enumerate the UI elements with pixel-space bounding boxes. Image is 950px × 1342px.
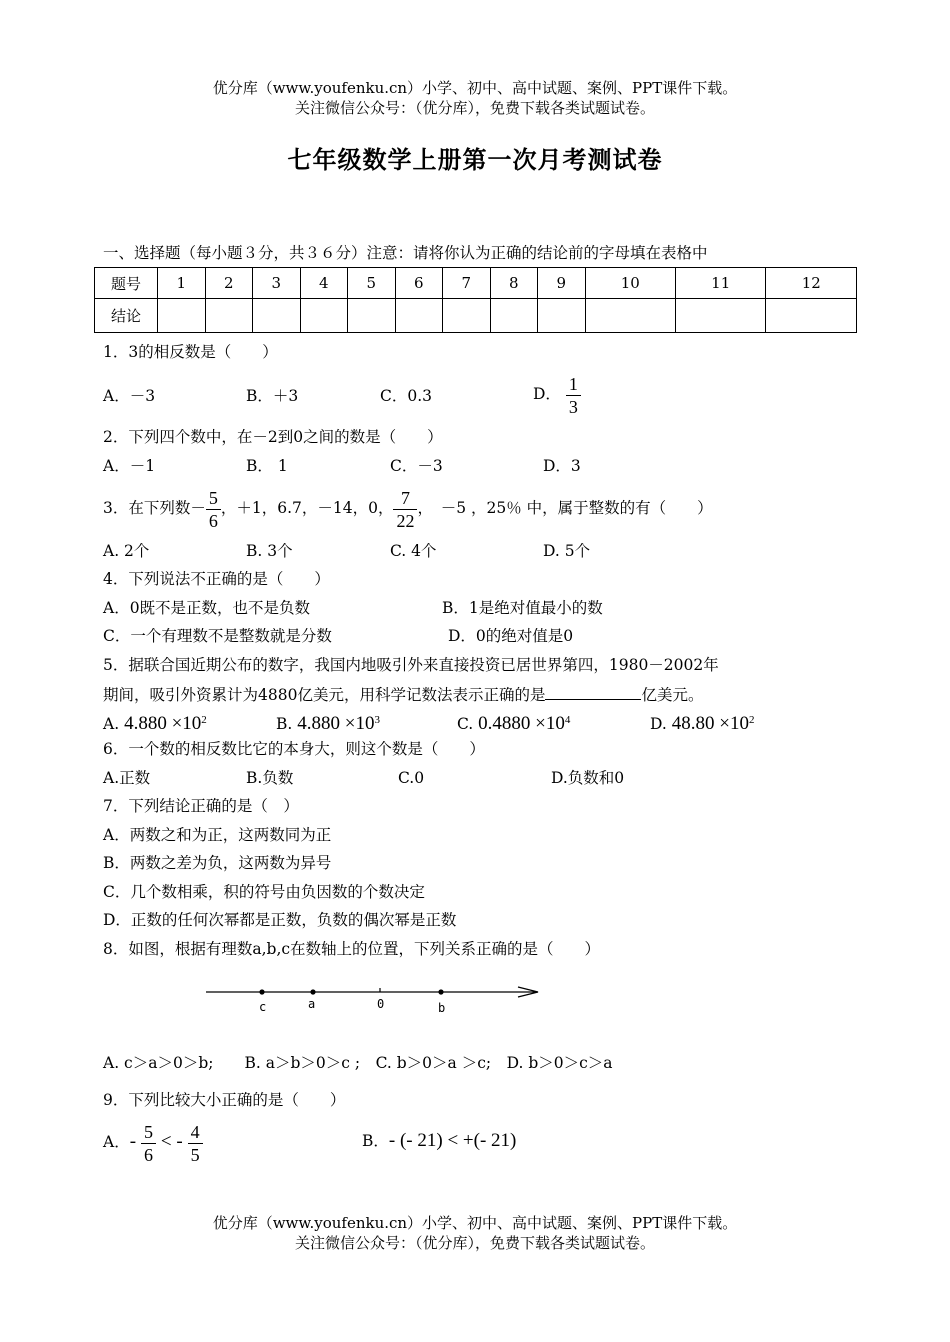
q4-option-a: A．0既不是正数，也不是负数 bbox=[103, 599, 311, 617]
answer-cell[interactable] bbox=[205, 299, 253, 333]
q5-c-prefix: C. bbox=[457, 715, 474, 734]
q5-a-exp: 2 bbox=[201, 714, 207, 726]
q3-fraction-1 bbox=[206, 487, 221, 532]
q2-stem: 2．下列四个数中，在－2到0之间的数是（ ） bbox=[103, 428, 443, 446]
q9-a-relation: < - bbox=[160, 1131, 183, 1152]
q4-stem: 4．下列说法不正确的是（ ） bbox=[103, 570, 330, 588]
table-answer-label: 结论 bbox=[95, 299, 158, 333]
table-number-2: 2 bbox=[205, 268, 253, 299]
q2-option-a: A．－1 bbox=[103, 457, 156, 475]
q9-a-f2-num: 4 bbox=[190, 1121, 200, 1142]
q7-option-a: A．两数之和为正，这两数同为正 bbox=[103, 826, 332, 844]
q2-option-c: C．－3 bbox=[390, 457, 443, 475]
q5-d-base: 48.80 ×10 bbox=[671, 713, 749, 735]
q5-a-prefix: A. bbox=[103, 715, 120, 734]
q3-middle: ，＋1，6.7，－14，0， bbox=[220, 499, 394, 517]
q7-option-b: B．两数之差为负，这两数为异号 bbox=[103, 854, 332, 872]
q9-b-prefix: B． bbox=[362, 1132, 389, 1150]
q2-option-b: B． 1 bbox=[246, 457, 288, 475]
q5-option-a bbox=[103, 710, 207, 734]
table-number-7: 7 bbox=[443, 268, 491, 299]
q3-f1-num: 5 bbox=[208, 487, 218, 508]
table-number-8: 8 bbox=[490, 268, 538, 299]
footer-line-1: 优分库（www.youfenku.cn）小学、初中、高中试题、案例、PPT课件下载。 bbox=[212, 1214, 738, 1232]
table-number-9: 9 bbox=[538, 268, 586, 299]
q5-answer-blank[interactable] bbox=[545, 684, 641, 700]
q1-fraction-den: 3 bbox=[566, 395, 581, 418]
answer-cell[interactable] bbox=[395, 299, 443, 333]
q5-b-prefix: B. bbox=[276, 715, 293, 734]
q3-suffix: ， －5 ，25％ 中，属于整数的有（ ） bbox=[417, 499, 713, 517]
q3-fraction-2 bbox=[393, 487, 417, 532]
q5-c-exp: 4 bbox=[564, 714, 571, 726]
q4-option-d: D．0的绝对值是0 bbox=[448, 627, 574, 645]
table-number-5: 5 bbox=[348, 268, 396, 299]
q3-option-d: D. 5个 bbox=[543, 542, 591, 560]
answer-table bbox=[94, 267, 857, 333]
q9-a-prefix: A． bbox=[103, 1133, 130, 1151]
q3-prefix: 3．在下列数－ bbox=[103, 499, 206, 517]
q4-option-b: B．1是绝对值最小的数 bbox=[442, 599, 603, 617]
point-a-dot bbox=[310, 989, 315, 994]
table-number-3: 3 bbox=[253, 268, 301, 299]
table-number-6: 6 bbox=[395, 268, 443, 299]
q9-a-fraction-2 bbox=[188, 1121, 203, 1166]
answer-cell[interactable] bbox=[348, 299, 396, 333]
answer-cell[interactable] bbox=[443, 299, 491, 333]
answer-cell[interactable] bbox=[158, 299, 206, 333]
q9-a-f1-num: 5 bbox=[143, 1121, 153, 1142]
table-number-4: 4 bbox=[300, 268, 348, 299]
q5-b-exp: 3 bbox=[374, 714, 380, 726]
q5-option-b bbox=[276, 710, 380, 734]
answer-cell[interactable] bbox=[300, 299, 348, 333]
q7-option-c: C．几个数相乘，积的符号由负因数的个数决定 bbox=[103, 883, 425, 901]
q5-option-c bbox=[457, 710, 570, 734]
q1-option-a: A．－3 bbox=[103, 387, 156, 405]
number-line-figure bbox=[200, 978, 550, 1020]
q7-option-d: D．正数的任何次幂都是正数，负数的偶次幂是正数 bbox=[103, 911, 457, 929]
table-number-1: 1 bbox=[158, 268, 206, 299]
q6-stem: 6．一个数的相反数比它的本身大，则这个数是（ ） bbox=[103, 740, 485, 758]
q5-d-exp: 2 bbox=[748, 714, 755, 726]
q9-a-f1-den: 6 bbox=[141, 1143, 156, 1166]
header-line-2: 关注微信公众号：（优分库），免费下载各类试题试卷。 bbox=[294, 99, 655, 117]
header-line-1: 优分库（www.youfenku.cn）小学、初中、高中试题、案例、PPT课件下载。 bbox=[212, 79, 738, 97]
answer-cell[interactable] bbox=[490, 299, 538, 333]
answer-cell[interactable] bbox=[675, 299, 765, 333]
q5-line-1: 5．据联合国近期公布的数字，我国内地吸引外来直接投资已居世界第四，1980－2002年 bbox=[103, 656, 719, 674]
point-a-label: a bbox=[308, 997, 316, 1011]
q8-options: A. c＞a＞0＞b; B. a＞b＞0＞c ; C. b＞0＞a ＞c; D. b＞0＞c＞a bbox=[103, 1054, 613, 1072]
q4-option-c: C．一个有理数不是整数就是分数 bbox=[103, 627, 332, 645]
point-c-dot bbox=[259, 989, 264, 994]
zero-label: 0 bbox=[377, 997, 385, 1011]
q3-option-c: C. 4个 bbox=[390, 542, 437, 560]
answer-cell[interactable] bbox=[538, 299, 586, 333]
page-title: 七年级数学上册第一次月考测试卷 bbox=[287, 145, 663, 174]
q6-option-a: A.正数 bbox=[103, 769, 151, 787]
answer-cell[interactable] bbox=[253, 299, 301, 333]
section-intro: 一、选择题（每小题３分，共３６分）注意：请将你认为正确的结论前的字母填在表格中 bbox=[103, 244, 708, 262]
table-number-12: 12 bbox=[766, 268, 857, 299]
table-number-11: 11 bbox=[675, 268, 765, 299]
q5-a-base: 4.880 ×10 bbox=[124, 713, 202, 735]
q9-a-minus: - bbox=[129, 1131, 137, 1152]
point-c-label: c bbox=[259, 1000, 267, 1014]
q9-a-fraction-1 bbox=[141, 1121, 156, 1166]
q5-line-2-end: 亿美元。 bbox=[641, 686, 704, 704]
q3-f2-den: 22 bbox=[393, 509, 417, 532]
q1-option-d bbox=[533, 370, 581, 418]
q1-option-b: B．＋3 bbox=[246, 387, 299, 405]
q1-stem: 1．3的相反数是（ ） bbox=[103, 343, 278, 361]
footer-line-2: 关注微信公众号：（优分库），免费下载各类试题试卷。 bbox=[294, 1234, 655, 1252]
q9-option-b bbox=[362, 1131, 516, 1151]
q5-option-d bbox=[650, 710, 754, 734]
q8-stem: 8．如图，根据有理数a,b,c在数轴上的位置，下列关系正确的是（ ） bbox=[103, 940, 601, 958]
q9-option-a bbox=[103, 1116, 203, 1168]
q1-option-d-prefix: D． bbox=[533, 385, 561, 403]
q5-b-base: 4.880 ×10 bbox=[297, 713, 375, 735]
q5-line-2 bbox=[103, 684, 703, 705]
answer-cell[interactable] bbox=[766, 299, 857, 333]
q6-option-b: B.负数 bbox=[246, 769, 294, 787]
q1-option-c: C．0.3 bbox=[380, 387, 433, 405]
q3-f2-num: 7 bbox=[400, 487, 410, 508]
q9-a-f2-den: 5 bbox=[188, 1143, 203, 1166]
q6-option-d: D.负数和0 bbox=[551, 769, 625, 787]
point-b-label: b bbox=[438, 1001, 446, 1015]
q9-stem: 9．下列比较大小正确的是（ ） bbox=[103, 1091, 346, 1109]
q7-stem: 7．下列结论正确的是（ ） bbox=[103, 797, 299, 815]
q9-b-expr: - (- 21) < +(- 21) bbox=[388, 1130, 517, 1151]
q5-d-prefix: D. bbox=[650, 715, 667, 734]
q3-option-b: B. 3个 bbox=[246, 542, 293, 560]
point-b-dot bbox=[438, 989, 443, 994]
q3-f1-den: 6 bbox=[206, 509, 221, 532]
q2-option-d: D．3 bbox=[543, 457, 581, 475]
q3-stem bbox=[103, 484, 713, 532]
q5-c-base: 0.4880 ×10 bbox=[478, 713, 565, 735]
q1-fraction-num: 1 bbox=[568, 373, 578, 394]
answer-cell[interactable] bbox=[585, 299, 675, 333]
q5-line-2-text: 期间，吸引外资累计为4880亿美元，用科学记数法表示正确的是 bbox=[103, 686, 546, 704]
table-number-10: 10 bbox=[585, 268, 675, 299]
q6-option-c: C.0 bbox=[398, 769, 425, 787]
q3-option-a: A. 2个 bbox=[103, 542, 150, 560]
table-header-label: 题号 bbox=[95, 268, 158, 299]
q1-fraction bbox=[566, 373, 581, 418]
